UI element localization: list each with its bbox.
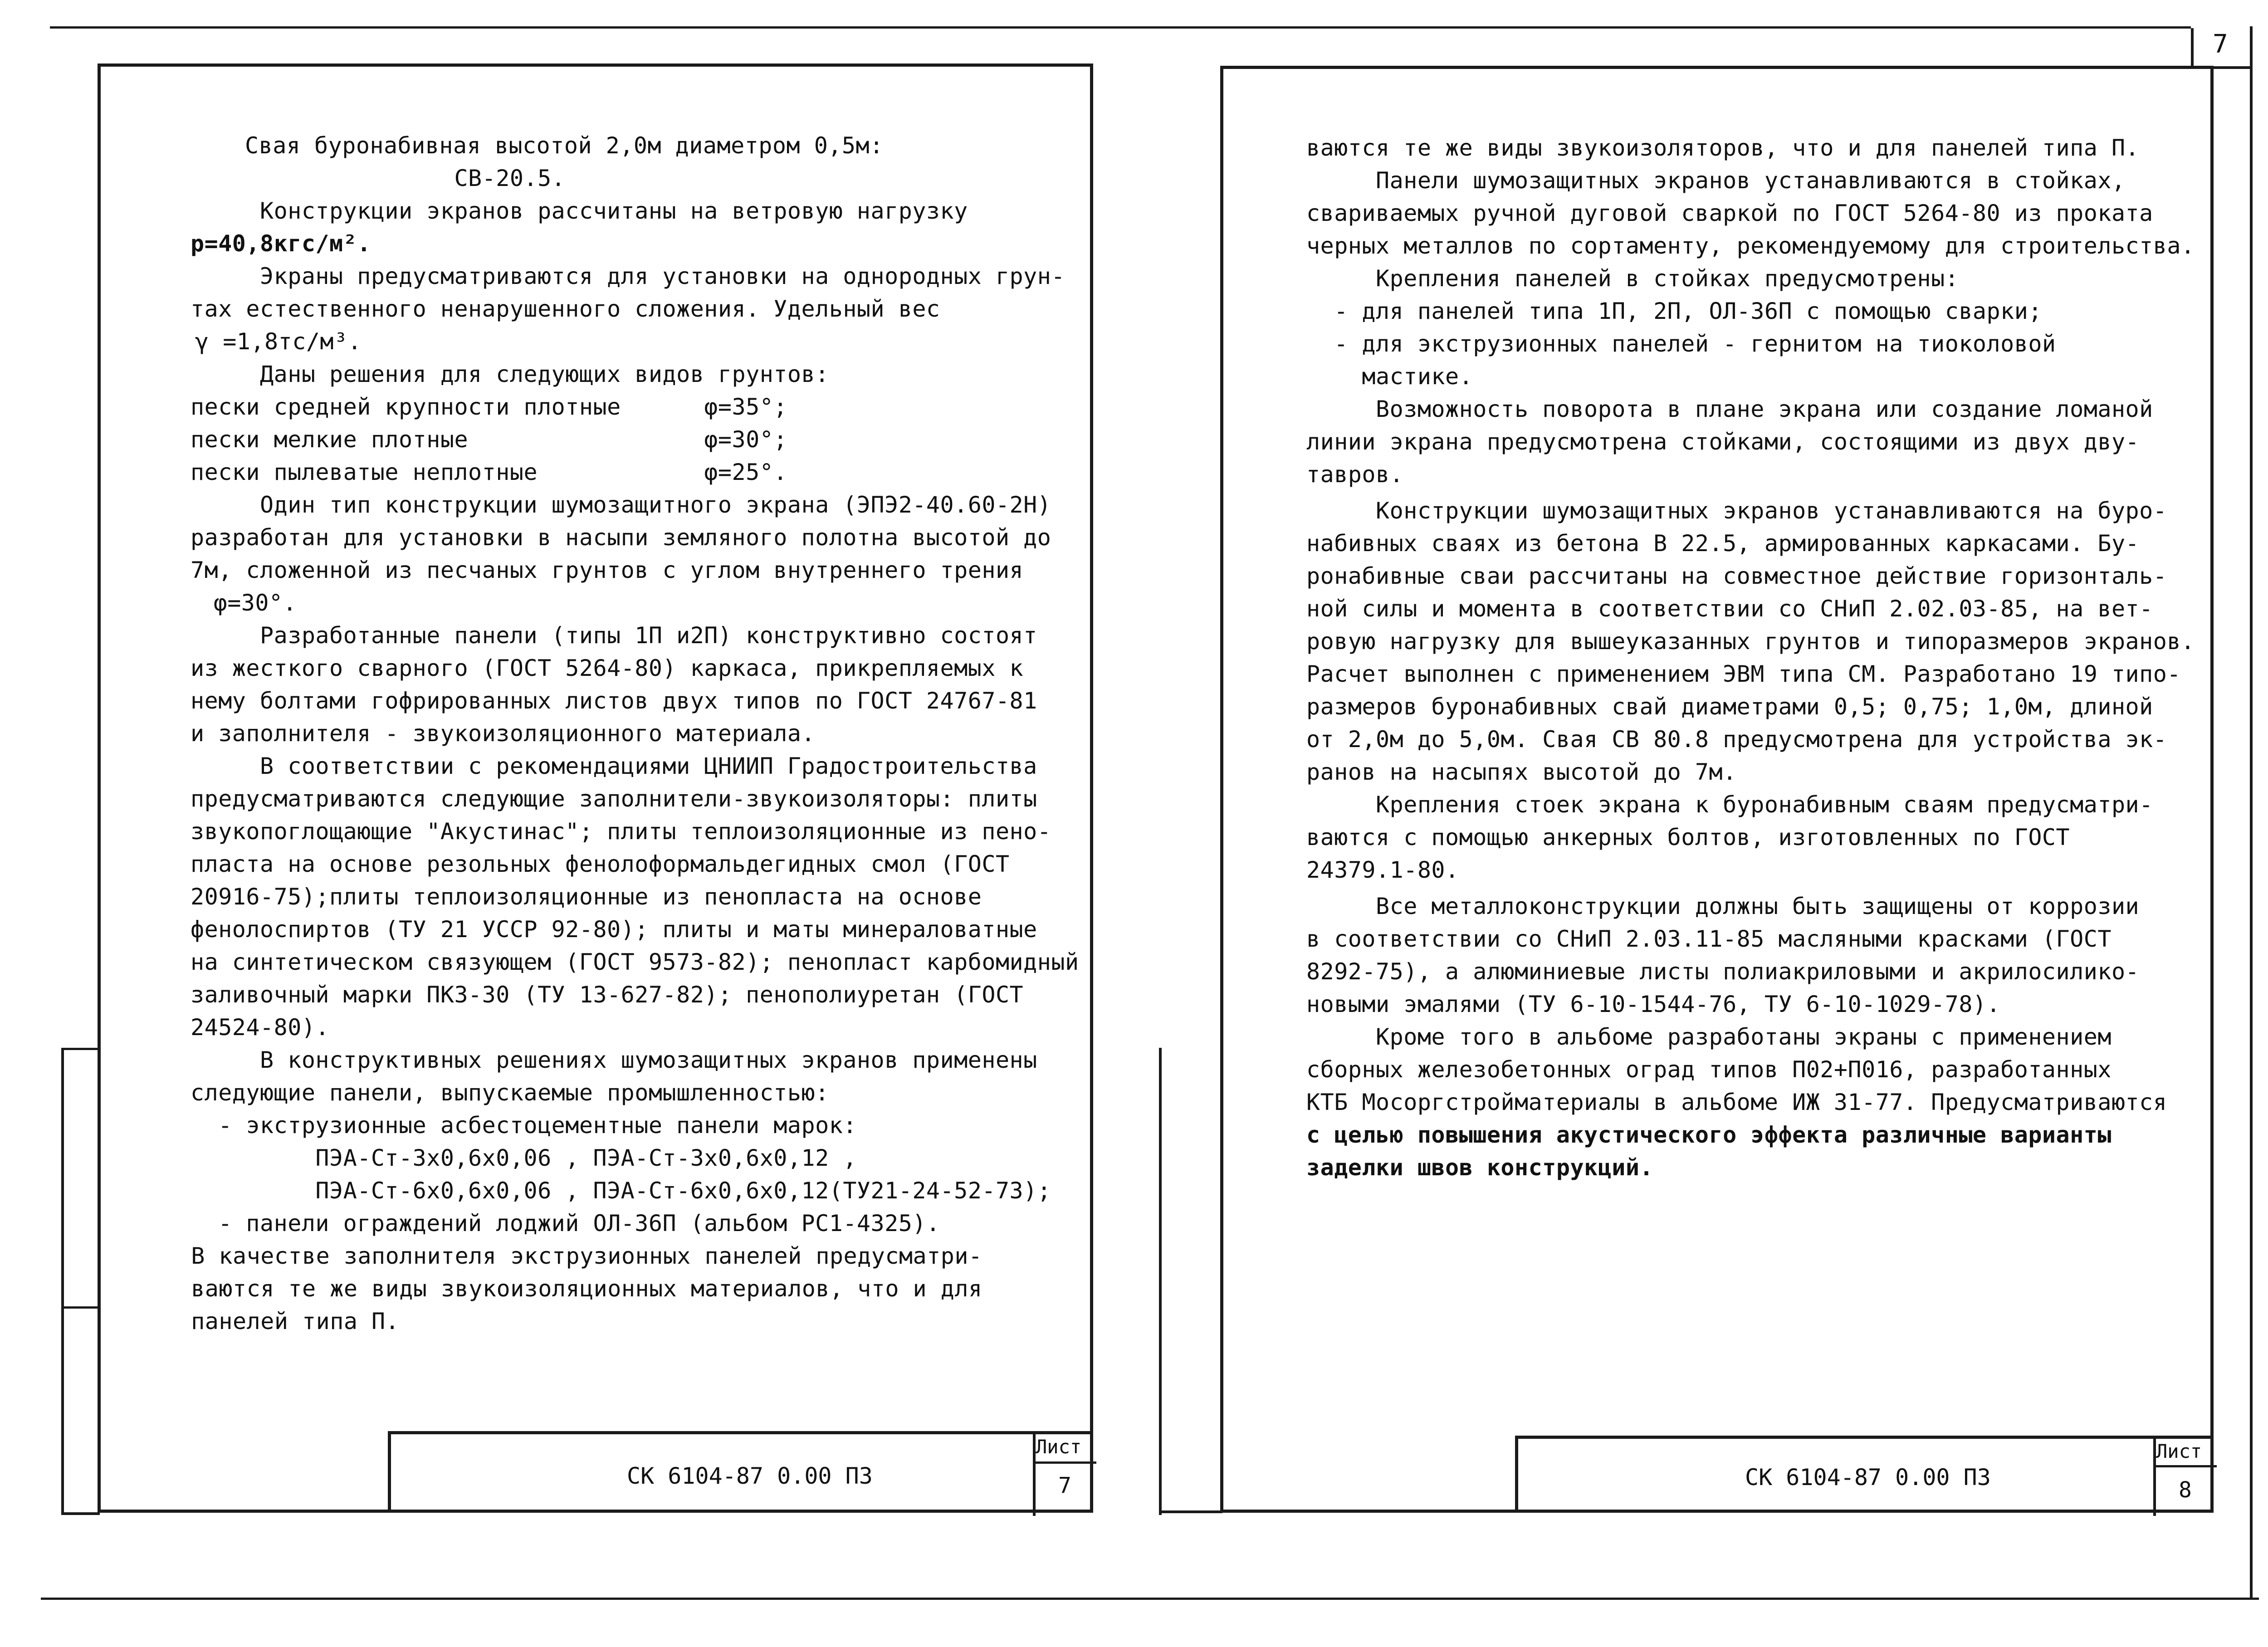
left-binding-mark-1: [61, 1048, 100, 1050]
right-line: 24379.1-80.: [1306, 857, 1459, 883]
right-stamp-code: СК 6104-87 0.00 ПЗ: [1745, 1464, 1991, 1491]
right-sheet-divider: [2156, 1465, 2217, 1467]
left-line: 20916-75);плиты теплоизоляционные из пенопласта на основе: [191, 884, 982, 910]
left-line: следующие панели, выпускаемые промышленностью:: [191, 1080, 829, 1106]
left-line: р=40,8кгс/м².: [191, 230, 371, 257]
right-line: ровую нагрузку для вышеуказанных грунтов и типоразмеров экранов.: [1306, 628, 2195, 655]
bottom-rule: [41, 1598, 2259, 1600]
left-line: Даны решения для следующих видов грунтов:: [191, 361, 829, 387]
left-line: пески мелкие плотные φ=30°;: [191, 426, 787, 453]
right-line: ной силы и момента в соответствии со СНиП 2.02.03-85, на вет-: [1306, 596, 2153, 622]
right-line: Все металлоконструкции должны быть защищены от коррозии: [1306, 893, 2140, 919]
left-sheet-divider: [1036, 1461, 1096, 1464]
left-binding-mark-2: [61, 1306, 100, 1309]
right-line: - для экструзионных панелей - гернитом на тиоколовой: [1306, 331, 2056, 357]
left-line: Разработанные панели (типы 1П и2П) конструктивно состоят: [191, 622, 1037, 649]
right-line: черных металлов по сортаменту, рекомендуемому для строительства.: [1306, 233, 2195, 259]
left-binding-bottom: [61, 1512, 100, 1515]
right-outer-border: [2250, 26, 2253, 1599]
right-line: тавров.: [1306, 461, 1404, 488]
right-line: Расчет выполнен с применением ЭВМ типа СМ. Разработано 19 типо-: [1306, 661, 2181, 687]
left-line: Свая буронабивная высотой 2,0м диаметром 0,5м:: [245, 132, 884, 159]
left-line: φ=30°.: [200, 590, 297, 616]
left-stamp-code: СК 6104-87 0.00 ПЗ: [627, 1463, 873, 1489]
left-line: пески пылеватые неплотные φ=25°.: [191, 459, 787, 485]
right-line: размеров буронабивных свай диаметрами 0,5; 0,75; 1,0м, длиной: [1306, 694, 2153, 720]
left-line: нему болтами гофрированных листов двух типов по ГОСТ 24767-81: [191, 688, 1037, 714]
right-line: линии экрана предусмотрена стойками, состоящими из двух дву-: [1306, 429, 2140, 455]
top-rule: [50, 26, 2191, 29]
corner-page-number: 7: [2213, 29, 2228, 59]
right-line: - для панелей типа 1П, 2П, ОЛ-36П с помощью сварки;: [1306, 298, 2042, 324]
right-line: сборных железобетонных оград типов П02+П016, разработанных: [1306, 1056, 2112, 1083]
right-line: ваются с помощью анкерных болтов, изготовленных по ГОСТ: [1306, 824, 2070, 850]
right-line: Крепления стоек экрана к буронабивным сваям предусматри-: [1306, 792, 2153, 818]
right-line: ронабивные сваи рассчитаны на совместное действие горизонталь-: [1306, 563, 2167, 589]
left-line: на синтетическом связующем (ГОСТ 9573-82); пенопласт карбомидный: [191, 949, 1079, 975]
left-sheet-number: 7: [1058, 1473, 1071, 1498]
left-line: пласта на основе резольных фенолоформальдегидных смол (ГОСТ: [191, 851, 1010, 877]
left-binding-line: [61, 1048, 64, 1515]
left-line: - экструзионные асбестоцементные панели марок:: [191, 1112, 857, 1139]
left-line: звукопоглощающие "Акустинас"; плиты теплоизоляционные из пено-: [191, 818, 1051, 845]
left-line: разработан для установки в насыпи земляного полотна высотой до: [191, 524, 1051, 551]
left-line: ПЭА-Ст-6х0,6х0,06 , ПЭА-Ст-6х0,6х0,12(ТУ21-24-52-73);: [191, 1178, 1051, 1204]
right-line: в соответствии со СНиП 2.03.11-85 масляными красками (ГОСТ: [1306, 926, 2112, 952]
right-sheet-label: Лист: [2156, 1440, 2202, 1462]
right-line: от 2,0м до 5,0м. Свая СВ 80.8 предусмотрена для устройства эк-: [1306, 726, 2167, 753]
right-sheet-number: 8: [2179, 1477, 2192, 1503]
left-line: Конструкции экранов рассчитаны на ветровую нагрузку: [191, 198, 968, 224]
corner-number-box: [2191, 28, 2250, 69]
left-line: 7м, сложенной из песчаных грунтов с углом внутреннего трения: [191, 557, 1024, 583]
left-line: и заполнителя - звукоизоляционного материала.: [191, 720, 816, 747]
left-line: предусматриваются следующие заполнители-звукоизоляторы: плиты: [191, 786, 1037, 812]
right-sheet-cell: [2153, 1439, 2217, 1516]
right-text-body: [1306, 132, 2214, 1220]
right-line: ранов на насыпях высотой до 7м.: [1306, 759, 1737, 785]
left-line: В конструктивных решениях шумозащитных экранов применены: [191, 1047, 1037, 1073]
left-line: 24524-80).: [191, 1014, 330, 1041]
right-line: с целью повышения акустического эффекта различные варианты: [1306, 1122, 2112, 1148]
left-line: - панели ограждений лоджий ОЛ-36П (альбом РС1-4325).: [191, 1210, 940, 1236]
left-line: заливочный марки ПКЗ-30 (ТУ 13-627-82); пенополиуретан (ГОСТ: [191, 982, 1024, 1008]
right-binding-line: [1159, 1048, 1162, 1515]
right-line: 8292-75), а алюминиевые листы полиакриловыми и акрилосилико-: [1306, 958, 2140, 985]
left-line: γ =1,8тс/м³.: [195, 328, 362, 355]
left-line: Один тип конструкции шумозащитного экрана (ЭПЭ2-40.60-2Н): [191, 492, 1051, 518]
right-line: новыми эмалями (ТУ 6-10-1544-76, ТУ 6-10-1029-78).: [1306, 991, 2001, 1017]
left-line: Экраны предусматриваются для установки на однородных грун-: [191, 263, 1065, 289]
right-binding-bottom: [1159, 1510, 1222, 1513]
right-line: заделки швов конструкций.: [1306, 1154, 1654, 1181]
left-line: В качестве заполнителя экструзионных панелей предусматри-: [163, 1243, 982, 1269]
right-line: Крепления панелей в стойках предусмотрены:: [1306, 265, 1959, 292]
right-line: Кроме того в альбоме разработаны экраны с применением: [1306, 1024, 2112, 1050]
left-line: ваются те же виды звукоизоляционных материалов, что и для: [163, 1276, 982, 1302]
right-title-block: [1515, 1436, 2214, 1513]
left-line: фенолоспиртов (ТУ 21 УССР 92-80); плиты и маты минераловатные: [191, 916, 1037, 943]
left-sheet-cell: [1033, 1434, 1096, 1516]
left-title-block: [388, 1431, 1093, 1513]
left-line: панелей типа П.: [163, 1308, 400, 1334]
right-line: Панели шумозащитных экранов устанавливаются в стойках,: [1306, 167, 2126, 194]
left-line: ПЭА-Ст-3х0,6х0,06 , ПЭА-Ст-3х0,6х0,12 ,: [191, 1145, 857, 1171]
left-line: В соответствии с рекомендациями ЦНИИП Градостроительства: [191, 753, 1037, 779]
left-line: СВ-20.5.: [191, 165, 566, 191]
left-line: из жесткого сварного (ГОСТ 5264-80) каркаса, прикрепляемых к: [191, 655, 1024, 681]
right-line: ваются те же виды звукоизоляторов, что и для панелей типа П.: [1306, 135, 2140, 161]
right-line: Конструкции шумозащитных экранов устанавливаются на буро-: [1306, 498, 2167, 524]
right-line: КТБ Мосоргстройматериалы в альбоме ИЖ 31-77. Предусматриваются: [1306, 1089, 2167, 1115]
right-line: набивных сваях из бетона В 22.5, армированных каркасами. Бу-: [1306, 530, 2140, 557]
left-line: пески средней крупности плотные φ=35°;: [191, 394, 787, 420]
right-line: Возможность поворота в плане экрана или создание ломаной: [1306, 396, 2153, 422]
left-line: тах естественного ненарушенного сложения. Удельный вес: [191, 296, 940, 322]
right-line: мастике.: [1306, 363, 1473, 390]
left-text-body: [163, 129, 1089, 1390]
right-line: свариваемых ручной дуговой сваркой по ГОСТ 5264-80 из проката: [1306, 200, 2153, 226]
left-sheet-label: Лист: [1036, 1436, 1082, 1458]
